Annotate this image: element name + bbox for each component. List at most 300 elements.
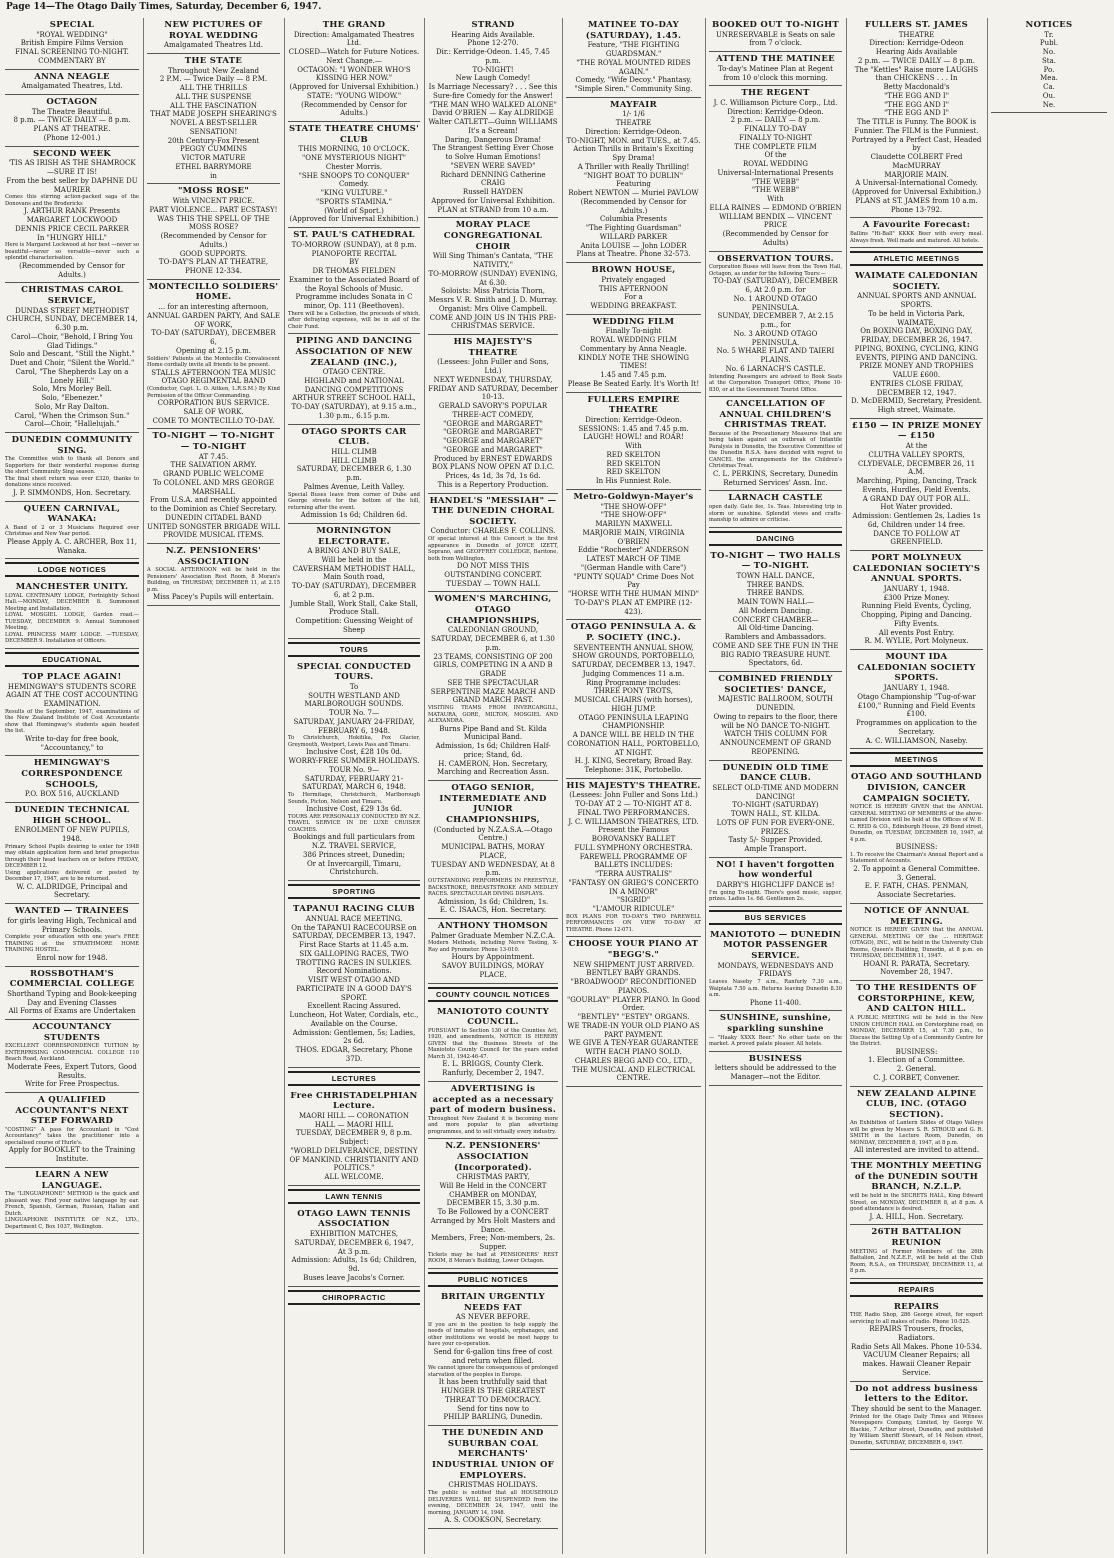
- ad-line: "GEORGE and MARGARET": [443, 419, 543, 428]
- ad-line: For a: [624, 293, 643, 302]
- ad-line: "GEORGE and MARGARET": [443, 428, 543, 437]
- ad-line: MEETING of Former Members of the 26th Battalion, 2nd N.Z.E.F., will be held at the Club Room, R.S.A., on THURSDAY, DECEMBER 11, at 8 p.m.: [850, 1248, 983, 1274]
- ad-line: SEVENTEENTH ANNUAL SHOW, SHOW GROUNDS, PORTOBELLO,: [572, 643, 695, 661]
- ad-line: "SIGRID": [616, 896, 651, 905]
- advertisement: [428, 494, 558, 593]
- ad-line: ANNUAL SPORTS AND ANNUAL SPORTS.: [857, 292, 976, 309]
- ad-heading: ANNA NEAGLE: [34, 71, 110, 82]
- ad-line: 1. To receive the Chairman's Annual Report and a Statement of Accounts.: [850, 851, 983, 865]
- advertisement: [566, 490, 701, 620]
- ad-line: Amalgamated Theatres Ltd.: [163, 41, 263, 50]
- ad-line: WATCH THIS COLUMN FOR ANNOUNCEMENT OF GRAND REOPENING.: [719, 730, 832, 756]
- ad-line: At the: [905, 442, 928, 450]
- ad-line: No. 3 AROUND OTAGO PENINSULA.: [733, 329, 818, 347]
- ad-line: "SHE SNOOPS TO CONQUER": [298, 171, 410, 180]
- ad-line: To: [349, 682, 359, 691]
- ad-heading: £150 — IN PRIZE MONEY — £150: [851, 420, 982, 442]
- ad-line: Carol, "The Shepherds Lay on a Lonely Hill.": [15, 367, 129, 385]
- advertisement: [428, 1290, 558, 1426]
- ad-line: No. 5 WHARE FLAT AND TAIERI PLAINS.: [716, 347, 835, 364]
- ad-heading: MOUNT IDA CALEDONIAN SOCIETY SPORTS.: [857, 652, 976, 684]
- ad-line: ETHEL BARRYMORE: [175, 162, 252, 171]
- ad-line: COME TO MONTECILLO TO-DAY.: [152, 416, 275, 425]
- ad-line: CHRISTMAS HOLIDAYS.: [448, 1481, 538, 1490]
- advertisement: [5, 502, 139, 560]
- ad-line: COME AND JOIN US IN THIS PRE-CHRISTMAS SERVICE.: [429, 313, 557, 331]
- ad-line: J. C. WILLIAMSON THEATRES, LTD. Present the Famous: [568, 817, 699, 835]
- ad-line: The "LINGUAPHONE" METHOD is the quick and pleasant way. Find your native language by ear. French, Spanish, German, Russian, Italian and Dutch.: [5, 1191, 139, 1217]
- advertisement: [709, 672, 842, 761]
- ad-heading: PORT MOLYNEUX CALEDONIAN SOCIETY'S ANNUAL SPORTS.: [852, 553, 981, 585]
- ad-heading: WOMEN'S MARCHING, OTAGO CHAMPIONSHIPS,: [434, 594, 552, 626]
- advertisement: [428, 218, 558, 335]
- ad-line: British Empire Films Version: [20, 39, 124, 48]
- ad-line: "THE EGG AND I": [884, 100, 949, 109]
- advertisement: [428, 1139, 558, 1269]
- ad-line: Buses leave Jacobs's Corner.: [303, 1273, 405, 1282]
- ad-heading: THE REGENT: [741, 88, 810, 99]
- ad-line: Main South road,: [323, 573, 385, 582]
- advertisement: [147, 18, 280, 54]
- ad-line: SATURDAY, DECEMBER 6, 1.30 p.m.: [296, 465, 412, 483]
- ad-heading: REPAIRS: [893, 1301, 940, 1312]
- ad-line: No. 6 LARNACH'S CASTLE.: [725, 364, 826, 373]
- ad-line: LAUGH! HOWL! and ROAR!: [583, 433, 684, 442]
- ad-heading: CHOOSE YOUR PIANO AT "BEGG'S.": [568, 939, 699, 960]
- advertisement: [850, 770, 983, 904]
- ad-line: (Phone 12-001.): [43, 133, 101, 142]
- ad-line: in: [210, 171, 217, 180]
- ad-line: Of the: [764, 151, 787, 160]
- ad-line: GOOD SUPPORTS.: [179, 249, 248, 258]
- ad-line: Examiner to the Associated Board of the Royal Schools of Music.: [288, 275, 420, 293]
- ad-line: ROYAL WEDDING FILM: [590, 336, 677, 345]
- ad-heading: MANIOTOTO COUNTY COUNCIL.: [436, 1006, 550, 1028]
- ad-line: BOROVANSKY BALLET: [591, 835, 676, 844]
- ad-line: Send for tins now to: [457, 1404, 529, 1413]
- ad-line: CLOSED—Watch for Future Notices.: [288, 48, 420, 57]
- advertisement: [850, 1087, 983, 1160]
- ad-line: J. C. Williamson Picture Corp., Ltd.: [713, 98, 838, 107]
- ad-line: Commentary by Anna Neagle.: [580, 344, 687, 353]
- ad-line: TO-MORROW (SUNDAY), at 8 p.m.: [291, 240, 417, 249]
- ad-line: (Lessees: John Fuller and Sons Ltd.): [569, 791, 698, 800]
- ad-heading: OTAGO AND SOUTHLAND DIVISION, CANCER CAMPAIGN SOCIETY.: [851, 772, 982, 804]
- advertisement: [288, 660, 420, 882]
- ad-line: Universal-International Presents: [717, 168, 834, 177]
- ad-line: Phone 11-400.: [749, 998, 802, 1007]
- advertisement: [147, 280, 280, 430]
- advertisement: [566, 937, 701, 1087]
- ad-line: HUNGER IS THE GREATEST THREAT TO DEMOCRACY.: [440, 1387, 546, 1404]
- ad-line: Robert NEWTON — Muriel PAVLOW: [568, 189, 699, 198]
- section-heading: BUS SERVICES: [709, 910, 842, 925]
- ad-heading: WAIMATE CALEDONIAN SOCIETY.: [855, 271, 978, 292]
- ad-line: E. L. BRIGGS, County Clerk.: [442, 1060, 544, 1069]
- ad-heading: BOOKED OUT TO-NIGHT: [711, 20, 840, 30]
- ad-line: BY: [349, 258, 359, 267]
- ad-line: OUTSTANDING PERFORMERS IN FREESTYLE, BACKSTROKE, BREASTSTROKE AND MEDLEY RACES. SPECTACULAR DIVING DISPLAYS.: [428, 878, 558, 897]
- ad-heading: TAPANUI RACING CLUB: [293, 904, 415, 915]
- ad-line: Ample Transport.: [744, 845, 807, 853]
- ad-line: PART VIOLENCE... PART ECSTASY! WAS THIS THE SPELL OF THE MOSS ROSE?: [149, 205, 278, 232]
- advertisement: [566, 98, 701, 263]
- ad-line: TUESDAY — TOWN HALL: [446, 579, 540, 588]
- ad-heading: OTAGO PENINSULA A. & P. SOCIETY (INC.).: [570, 622, 697, 643]
- ad-line: MUNICIPAL BATHS, MORAY PLACE,: [441, 843, 545, 860]
- advertisement: [566, 263, 701, 315]
- ad-line: E. C. ISAACS, Hon. Secretary.: [439, 906, 547, 915]
- ad-line: PIPING, BOXING, CYCLING, KING EVENTS, PIPING AND DANCING.: [854, 344, 979, 362]
- ad-heading: WEDDING FILM: [592, 316, 675, 327]
- ad-line: Moderate Fees, Expert Tutors, Good Results.: [7, 1062, 137, 1080]
- ad-line: "THE WEBB": [751, 186, 800, 195]
- ad-line: To Be Followed by a CONCERT Arranged by Mrs Holt Masters and Dance.: [430, 1208, 556, 1234]
- advertisement: [850, 1225, 983, 1278]
- ad-line: SATURDAY, JANUARY 24-FRIDAY, FEBRUARY 6, 1948.: [293, 717, 415, 735]
- advertisement: [850, 904, 983, 981]
- ad-line: RED SKELTON: [606, 468, 661, 477]
- ad-line: ARTHUR STREET SCHOOL HALL,: [292, 394, 416, 403]
- ad-line: ALL THE SUSPENSE: [175, 92, 252, 101]
- ad-heading: SPECIAL: [49, 20, 95, 30]
- ad-line: Record Nominations.: [316, 967, 392, 976]
- ad-line: NOTICE IS HEREBY GIVEN that the ANNUAL GENERAL MEETING OF MEMBERS of the above-named Division will be held at the Offices of W. E. C. REID & CO., Edinburgh House, 29 Bond street, Dunedin, on TUESDAY, DECEMBER 16, 1947, at 4 p.m.: [850, 804, 983, 843]
- ad-line: OTAGO PENINSULA LEAPING CHAMPIONSHIP.: [578, 713, 689, 731]
- ad-line: A Thriller with Really Thrilling!: [577, 162, 690, 171]
- ad-line: DENNIS PRICE CECIL PARKER: [15, 224, 129, 233]
- ad-line: TOURS ARE PERSONALLY CONDUCTED BY N.Z. TRAVEL SERVICE IN DE LUXE CRUISER COACHES.: [288, 813, 420, 833]
- ad-line: It has been truthfully said that: [438, 1378, 548, 1387]
- ad-line: OTAGO REGIMENTAL BAND: [161, 377, 266, 386]
- ad-line: CHRISTMAS PARTY,: [456, 1173, 530, 1182]
- ad-heading: STRAND: [471, 20, 515, 30]
- ad-line: EXCELLENT CORRESPONDENCE TUITION by ENTERPRISING COMMERCIAL COLLEGE 110 Beach Road, Auckland.: [5, 1043, 139, 1063]
- ad-line: PEGGY CUMMINS: [179, 145, 247, 154]
- ad-line: Programme includes Sonata in C minor, Op. 111 (Beethoven).: [295, 293, 413, 310]
- ad-line: RED SKELTON: [606, 459, 661, 468]
- ad-line: NEXT WEDNESDAY, THURSDAY, FRIDAY AND SATURDAY, December 10-13.: [428, 375, 558, 402]
- ad-line: Admission 1s 6d; Children 6d.: [300, 511, 408, 520]
- ad-line: DR THOMAS FIELDEN: [312, 267, 396, 275]
- ad-line: COME AND SEE THE FUN IN THE BIG RADIO TREASURE HUNT.: [712, 641, 839, 659]
- column-4: [424, 18, 561, 1554]
- ad-heading: SECOND WEEK: [32, 148, 112, 159]
- ad-line: This is a Repertory Production.: [437, 480, 549, 489]
- ad-line: From the best seller by DAPHNE DU MAURIER: [6, 176, 138, 194]
- ad-line: TOWN HALL DANCE,: [736, 571, 815, 580]
- ad-line: Organist: Mrs Olive Campbell.: [438, 304, 548, 313]
- ad-line: Direction: Kerridge-Odeon.: [727, 107, 824, 116]
- ad-line: CHARLES BEGG AND CO., LTD., THE MUSICAL AND ELECTRICAL CENTRE.: [571, 1056, 696, 1083]
- ad-line: If you are in the position to help supply the needs of inmates of hospitals, orphanages, and other institutions we would be most happy to have your co-operation.: [428, 1321, 558, 1348]
- ad-line: Primary School Pupils desiring to enter for 1948 may obtain application form and brief prospectus through their head teachers on or before FRIDAY, DECEMBER 12.: [5, 843, 139, 870]
- ad-line: PIANOFORTE RECITAL: [311, 249, 397, 258]
- ad-line: PLAN at STRAND from 10 a.m.: [437, 205, 549, 214]
- ad-heading: THE GRAND: [322, 20, 386, 30]
- ad-line: Finally To-night: [605, 327, 662, 336]
- ad-heading: HANDEL'S "MESSIAH" — THE DUNEDIN CHORAL SOCIETY.: [429, 495, 557, 527]
- ad-line: It's a Scream!: [468, 126, 518, 135]
- ad-line: "BROADWOOD" RECONDITIONED PIANOS.: [570, 978, 697, 995]
- ad-heading: FULLERS EMPIRE THEATRE: [587, 394, 680, 416]
- section-heading: EDUCATIONAL: [5, 652, 139, 667]
- advertisement: [850, 269, 983, 419]
- ad-line: VICTOR MATURE: [181, 154, 246, 163]
- ad-heading: DUNEDIN OLD TIME DANCE CLUB.: [722, 762, 829, 784]
- advertisement: [428, 18, 558, 218]
- ad-line: Ranfurly, December 2, 1947.: [442, 1069, 544, 1078]
- ad-line: WORRY-FREE SUMMER HOLIDAYS.: [288, 757, 420, 766]
- ad-line: (Recommended by Censor for Adults.): [580, 197, 687, 215]
- ad-line: Direction: Amalgamated Theatres Ltd.: [293, 30, 415, 48]
- ad-line: Eddie "Rochester" ANDERSON: [577, 546, 690, 555]
- ad-line: Of special interest at this Concert is the first appearance in Dunedin of JOYCE IZETT, Soprano, and GEOFFREY COLLEDGE, Baritone, both from Wellington.: [428, 536, 558, 562]
- ad-line: Running Field Events, Cycling, Chopping, Piping and Dancing.: [861, 602, 972, 620]
- ad-line: THREE BANDS.: [746, 589, 805, 598]
- ad-line: Miss Pacey's Pupils will entertain.: [153, 593, 274, 602]
- ad-line: Enrol now for 1948.: [36, 953, 108, 962]
- ad-line: Members, Free; Non-members, 2s. Supper.: [431, 1234, 555, 1252]
- ad-heading: BUSINESS: [748, 1053, 803, 1064]
- ad-line: FINALLY TO-DAY: [744, 125, 807, 134]
- ad-line: Spectators, 6d.: [748, 659, 803, 668]
- ad-heading: NEW ZEALAND ALPINE CLUB, INC. (OTAGO SECTION).: [856, 1088, 977, 1120]
- ad-line: Day and Evening Classes: [27, 998, 117, 1007]
- advertisement: [288, 18, 420, 122]
- ad-line: Carol—Choir, "Behold, I Bring You Glad Tidings.": [11, 332, 133, 350]
- advertisement: [288, 1207, 420, 1287]
- ad-line: 2 P.M. — Twice Daily — 8 P.M.: [159, 75, 268, 84]
- ad-line: No.: [1042, 48, 1056, 57]
- ad-line: (Recommended by Censor for Adults): [722, 230, 829, 247]
- ad-line: AS NEVER BEFORE.: [455, 1313, 531, 1322]
- ad-line: A GRAND DAY OUT FOR ALL.: [862, 494, 971, 503]
- ad-line: SIX GALLOPING RACES, TWO TROTTING RACES IN SULKIES.: [296, 949, 412, 967]
- ad-line: To-day's Matinee Plan at Regent from 10 o'clock this morning.: [718, 64, 833, 82]
- ad-line: MAJESTIC BALLROOM, SOUTH DUNEDIN.: [717, 695, 834, 712]
- ad-heading: SPECIAL CONDUCTED TOURS.: [296, 661, 412, 683]
- ad-line: 20th Century-Fox Present: [167, 136, 260, 145]
- ad-line: CORPORATION BUS SERVICE.: [157, 399, 270, 407]
- advertisement: [288, 122, 420, 228]
- page-header: [6, 2, 1106, 16]
- ad-line: PLANS at ST. JAMES from 10 a.m. Phone 13-792.: [855, 196, 978, 214]
- ad-line: 3. General.: [896, 873, 937, 882]
- section-heading: DANCING: [709, 531, 842, 546]
- ad-line: REPAIRS Trousers, frocks, Radiators.: [869, 1325, 964, 1342]
- ad-line: Complete your education with one year's FREE TRAINING at the STRATHMORE HOME TRAINING HOSTEL.: [5, 934, 139, 954]
- column-2: [143, 18, 283, 1554]
- ad-line: Produced by ERNEST EDWARDS: [433, 454, 553, 463]
- ad-line: ELLA RAINES — EDMOND O'BRIEN: [709, 203, 842, 212]
- ad-line: KINDLY NOTE THE SHOWING TIMES!: [577, 353, 690, 371]
- ad-line: 1. Election of a Committee.: [868, 1056, 965, 1065]
- ad-line: SEE THE SPECTACULAR SERPENTINE MAZE MARCH AND GRAND MARCH PAST.: [430, 678, 556, 705]
- ad-line: On the TAPANUI RACECOURSE on SATURDAY, DECEMBER 13, 1947.: [291, 923, 417, 941]
- ad-line: TO-DAY (SATURDAY), DECEMBER 6, At 2.0 p.m. for: [713, 277, 838, 294]
- ad-line: DUNDAS STREET METHODIST CHURCH, SUNDAY, DECEMBER 14, 6.30 p.m.: [6, 306, 138, 332]
- ad-line: Richard DENNING Catherine CRAIG: [440, 170, 546, 188]
- ad-line: Fifty Events.: [893, 619, 940, 628]
- ad-line: "TERRA AUSTRALIS": [595, 870, 672, 879]
- ad-line: open daily. Gate fee, 1s. Teas. Interesting trip in storm or sunshine. Splendid views and crafts-manship to admire or criticise.: [709, 504, 842, 523]
- ad-line: Ballins "Hi-Ball" KKKK Beer with every meal. Always fresh. Well made and matured. All hotels.: [850, 231, 983, 244]
- advertisement: [5, 1168, 139, 1234]
- ad-line: Mea.: [1040, 74, 1058, 83]
- ad-line: "WORLD DELIVERANCE, DESTINY OF MANKIND. CHRISTIANITY AND POLITICS.": [289, 1146, 419, 1173]
- ad-line: Phone 12-270.: [467, 39, 519, 48]
- ad-line: Because of the Precautionary Measures that are being taken against an outbreak of Infantile Paralysis in Dunedin, the Executive Committee of the Dunedin R.S.A. have decided with regret to CANCEL the arrangements for the Children's Christmas Treat.: [709, 430, 842, 470]
- ad-line: D. McDERMID, Secretary, President. High street, Waimate.: [851, 397, 982, 414]
- ad-line: Will be held in the: [321, 555, 387, 564]
- ad-line: The Strangest Setting Ever Chose to Solve Human Emotions!: [432, 144, 554, 162]
- advertisement: [5, 803, 139, 904]
- ad-line: 2. To appoint a General Committee.: [853, 864, 980, 873]
- advertisement: [850, 650, 983, 749]
- ad-line: Comedy.: [338, 180, 370, 189]
- ad-line: Throughout New Zealand: [167, 66, 260, 75]
- ad-line: NEW SHIPMENT JUST ARRIVED. BENTLEY BABY GRANDS.: [573, 960, 694, 978]
- ad-line: Duet and Choir, "Silent the World.": [9, 359, 135, 367]
- ad-line: To Christchurch, Hokitika, Fox Glacier, Greymouth, Westport, Lewis Pass and Timaru.: [288, 735, 420, 748]
- ad-line: (Approved for Universal Exhibition.): [289, 215, 419, 224]
- ad-line: Competition: Guessing Weight of Sheep: [295, 617, 413, 634]
- ad-heading: THE MONTHLY MEETING of the DUNEDIN SOUTH BRANCH, N.Z.L.P.: [851, 1161, 982, 1193]
- ad-line: (Conductor, Capt. L. O. Aitken, L.R.S.M.) By Kind Permission of the Officer Commanding.: [147, 386, 280, 399]
- ad-line: Tasty 5/- Supper Provided.: [728, 836, 823, 845]
- ad-heading: MATINEE TO-DAY (SATURDAY), 1.45.: [585, 20, 682, 41]
- ad-line: VISITING TEAMS FROM INVERCARGILL, MATAURA, GORE, MILTON, MOSGIEL AND ALEXANDRA.: [428, 705, 558, 724]
- ad-line: In His Funniest Role.: [595, 477, 672, 486]
- ad-heading: ATTEND THE MATINEE: [716, 54, 835, 65]
- ad-line: Featuring: [616, 180, 651, 189]
- ad-line: C. J. CORBET, Convener.: [873, 1073, 960, 1082]
- ad-heading: TO-NIGHT — TO-NIGHT — TO-NIGHT: [152, 431, 275, 452]
- advertisement: [709, 549, 842, 673]
- ad-line: Direction: Kerridge-Odeon.: [585, 415, 682, 424]
- ad-line: To be held in Victoria Park,: [868, 309, 965, 318]
- ad-line: R. M. WYLIE, Port Molyneux.: [864, 637, 969, 646]
- ad-line: To Hermitage, Christchurch, Marlborough Sounds, Picton, Nelson and Timaru.: [288, 792, 420, 805]
- ad-line: Direction: Kerridge-Odeon: [869, 39, 964, 48]
- ad-line: They should be sent to the Manager.: [851, 1404, 982, 1413]
- ad-line: Inclusive Cost, £28 10s 0d.: [306, 748, 402, 757]
- ad-heading: TO THE RESIDENTS OF CORSTORPHINE, KEW, AND CALTON HILL.: [856, 983, 977, 1015]
- ad-heading: WANTED — TRAINEES: [15, 906, 129, 917]
- column-5: [562, 18, 704, 1554]
- ad-line: Sta.: [1041, 56, 1056, 65]
- ad-line: "THE EGG AND I": [884, 91, 949, 100]
- ad-line: "BENTLEY" "ESTEY" ORGANS.: [577, 1013, 690, 1022]
- ad-line: VACUUM Cleaner Repairs; all makes. Hawaii Cleaner Repair Service.: [862, 1351, 971, 1377]
- ad-line: TUESDAY, DECEMBER 9, 8 p.m.: [295, 1129, 413, 1138]
- ad-line: We cannot ignore the consequences of prolonged starvation of the peoples in Europe.: [428, 1365, 558, 1378]
- ad-line: 1.45 and 7.45 p.m.: [600, 371, 667, 380]
- ad-line: A PUBLIC MEETING will be held in the New UNION CHURCH HALL on Corstorphine road, on MONDAY, DECEMBER 15, at 7.30 p.m., to Discuss the Setting Up of a Community Centre for the District.: [850, 1015, 983, 1047]
- advertisement: [709, 761, 842, 858]
- section-heading: REPAIRS: [850, 1282, 983, 1297]
- ad-line: All Forms of Exams are Undertaken: [8, 1007, 136, 1016]
- ad-line: Soldiers' Patients at the Montecillo Convalescent Home cordially invite all friends to be present.: [147, 355, 280, 368]
- ad-heading: NEW PICTURES OF ROYAL WEDDING: [164, 20, 263, 41]
- ad-line: Solo, "Ebenezer.": [41, 394, 103, 402]
- ad-heading: Free CHRISTADELPHIAN Lecture.: [290, 1090, 418, 1112]
- advertisement: [5, 1093, 139, 1168]
- ad-line: Portrayed by a Perfect Cast, Headed by: [851, 135, 982, 153]
- advertisement: [428, 919, 558, 984]
- ad-line: Tr.: [1044, 30, 1054, 39]
- advertisement: [850, 218, 983, 248]
- ad-heading: ANTHONY THOMSON: [438, 921, 548, 931]
- ad-line: MAIN TOWN HALL—: [737, 598, 814, 606]
- ad-line: From U.S.A. and recently appointed to the Dominion as Chief Secretary.: [149, 496, 278, 513]
- ad-line: Intending Passengers are advised to Book Seats at the Corporation Transport Office, Phone 10-830, or at the Government Tourist Office.: [709, 373, 842, 393]
- ad-line: PLANS AT THEATRE.: [33, 125, 111, 134]
- advertisement: [5, 580, 139, 649]
- column-7: [846, 18, 986, 1554]
- ad-line: (Recommended by Censor for Adults.): [160, 232, 267, 249]
- ad-line: ALL WELCOME.: [324, 1173, 384, 1181]
- advertisement: [850, 1300, 983, 1382]
- ad-line: for girls leaving High, Technical and Primary Schools.: [7, 916, 137, 934]
- ad-line: November 28, 1947.: [880, 968, 953, 977]
- section-heading: SPORTING: [288, 884, 420, 899]
- ad-line: "COSTING" A pass for Accountant in "Cost Accountancy" takes the practitioner into a specialised course of Hurle's.: [5, 1126, 139, 1146]
- ad-line: Solo, Mrs Morley Bell.: [32, 385, 112, 394]
- ad-line: Write for Free Prospectus.: [24, 1080, 120, 1089]
- ad-line: FAREWELL PROGRAMME OF BALLETS INCLUDES:: [579, 852, 688, 870]
- advertisement: [5, 967, 139, 1021]
- advertisement: [5, 283, 139, 433]
- ad-line: Chester Morris.: [325, 162, 383, 171]
- ad-line: (Recommended by Censor for Adults.): [19, 261, 125, 279]
- ad-line: "THE EGG AND I": [884, 109, 949, 118]
- ad-heading: THE DUNEDIN AND SUBURBAN COAL MERCHANTS' INDUSTRIAL UNION OF EMPLOYERS.: [432, 1428, 554, 1481]
- ad-line: Inclusive Cost, £29 13s 6d.: [306, 805, 402, 814]
- ad-line: (Recommended by Censor for Adults.): [301, 100, 407, 118]
- advertisement: [288, 228, 420, 334]
- ad-heading: HIS MAJESTY'S THEATRE.: [566, 780, 701, 791]
- ad-line: First Race Starts at 11.45 a.m.: [299, 941, 409, 949]
- advertisement: [5, 70, 139, 95]
- advertisement: [566, 779, 701, 938]
- ad-line: Approved for Universal Exhibition.: [431, 196, 555, 205]
- ad-line: "PUNTY SQUAD" Crime Does Not Pay: [573, 572, 694, 590]
- ad-line: The final sheet return was over £320, thanks to donations since received.: [5, 475, 139, 489]
- ad-line: SELECT OLD-TIME AND MODERN DANCING!: [712, 783, 839, 801]
- ad-line: Dir.: Kerridge-Odeon. 1.45, 7.45 p.m.: [436, 48, 550, 65]
- ad-line: THEATRE: [615, 119, 652, 128]
- ad-heading: OTAGO SPORTS CAR CLUB.: [301, 426, 407, 448]
- ad-line: CAVERSHAM METHODIST HALL,: [292, 564, 416, 573]
- ad-line: £300 Prize Money.: [883, 593, 950, 602]
- ad-line: SATURDAY, FEBRUARY 21-SATURDAY, MARCH 6, 1948.: [302, 774, 406, 792]
- ad-line: TO-MORROW (SUNDAY) EVENING, At 6.30.: [428, 269, 558, 287]
- ad-line: The public is notified that all HOUSEHOLD DELIVERIES WILL BE SUSPENDED from the evening, DECEMBER 24, 1947, until the morning, JANUARY 14, 1948.: [428, 1490, 558, 1516]
- ad-line: THE COMPLETE FILM: [734, 142, 817, 151]
- ad-line: FULL SYMPHONY ORCHESTRA.: [574, 843, 693, 852]
- ad-line: ENROLMENT OF NEW PUPILS, 1948.: [14, 826, 130, 843]
- ad-line: Write to-day for free book, "Accountancy," to: [24, 734, 120, 752]
- ad-heading: MORAY PLACE CONGREGATIONAL CHOIR: [443, 220, 543, 252]
- ad-line: MARJORIE MAIN.: [884, 170, 949, 179]
- ad-line: BUSINESS:: [895, 843, 938, 852]
- ad-line: There will be a Collection, the proceeds of which, after defraying expenses, will be in aid of the Choir Fund.: [288, 310, 420, 330]
- ad-line: "ONE MYSTERIOUS NIGHT": [302, 154, 406, 163]
- ad-line: Tickets may be had at PENSIONERS' REST ROOM, 8 Moran's Building, Lower Octagon.: [428, 1251, 558, 1265]
- ad-line: TO-DAY'S PLAN AT EMPIRE (12-423).: [574, 598, 693, 616]
